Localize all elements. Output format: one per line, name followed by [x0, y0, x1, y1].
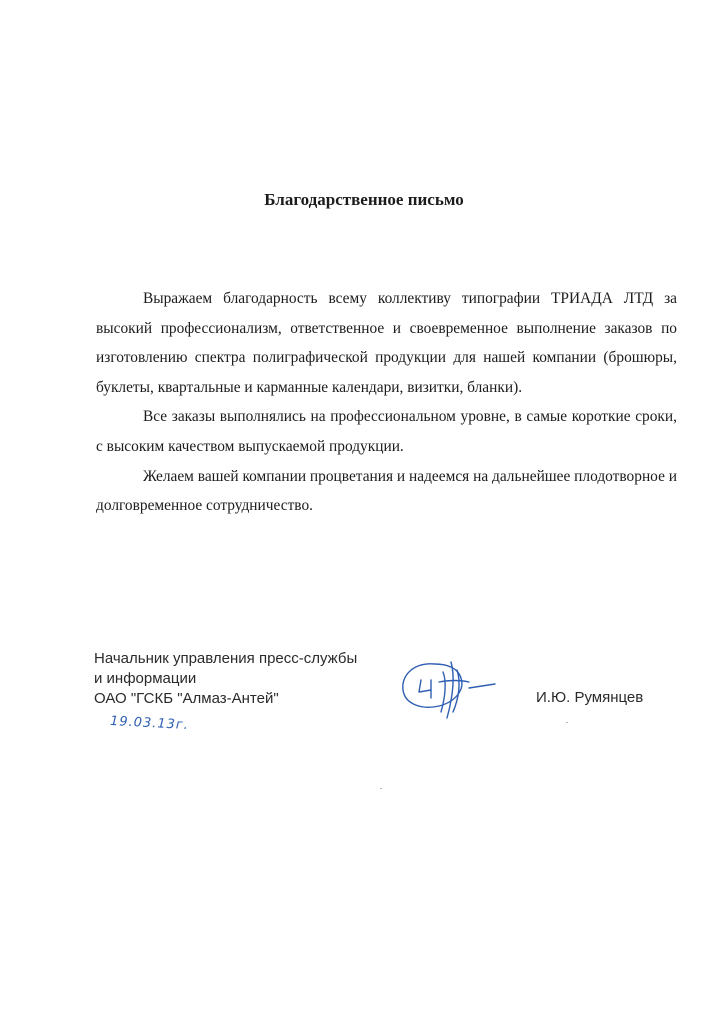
paragraph-1: Выражаем благодарность всему коллективу типографии ТРИАДА ЛТД за высокий профессионализм, ответственное и своевременное выполнение заказов по изготовлению спектра полиграфической продукции для нашей компании (брошюры, буклеты, квартальные и карманные календари, визитки, бланки). — [96, 290, 677, 396]
paper-speck — [380, 788, 382, 789]
letter-title: Благодарственное письмо — [264, 190, 464, 209]
signer-position — [94, 649, 357, 709]
organization-name: ОАО "ГСКБ "Алмаз-Антей" — [94, 690, 279, 707]
handwritten-date: 19.03.13г. — [109, 713, 190, 734]
handwritten-signature — [395, 652, 505, 722]
paper-speck — [566, 722, 568, 723]
letter-body — [96, 284, 677, 521]
signer-name: И.Ю. Румянцев — [536, 689, 644, 706]
position-line-2: и информации — [94, 670, 197, 687]
paragraph-2: Все заказы выполнялись на профессиональном уровне, в самые короткие сроки, с высоким качеством выпускаемой продукции. — [96, 408, 677, 455]
paragraph-3: Желаем вашей компании процветания и надеемся на дальнейшее плодотворное и долговременное сотрудничество. — [96, 467, 677, 515]
position-line-1: Начальник управления пресс-службы — [94, 650, 358, 667]
